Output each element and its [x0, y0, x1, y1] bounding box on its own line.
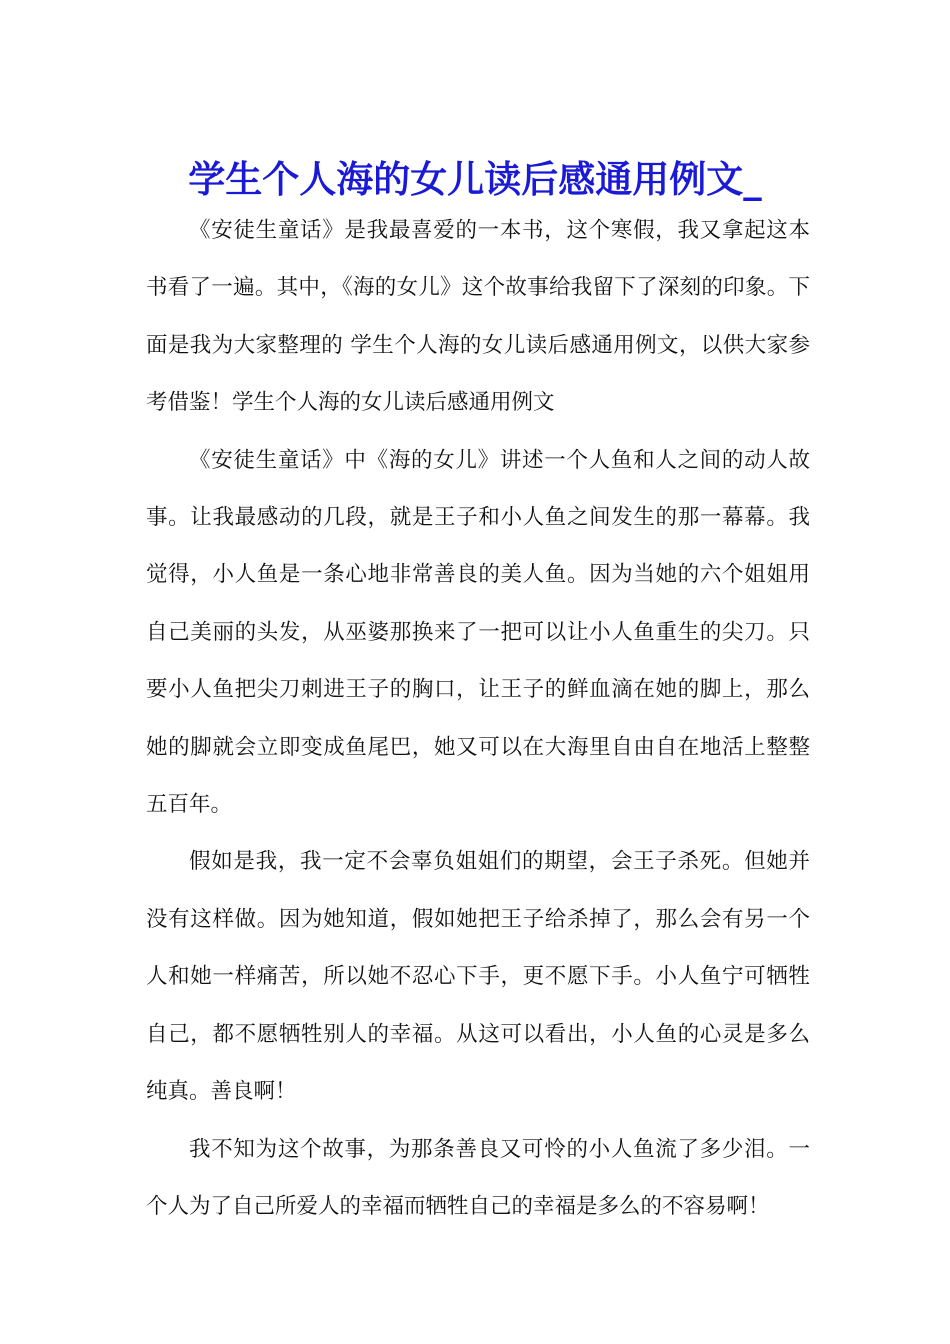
- paragraph-1: 《安徒生童话》是我最喜爱的一本书，这个寒假，我又拿起这本书看了一遍。其中，《海的女儿》这个故事给我留下了深刻的印象。下面是我为大家整理的 学生个人海的女儿读后感通用例文，以供大家参考借鉴！学生个人海的女儿读后感通用例文: [146, 218, 810, 416]
- page-title: 学生个人海的女儿读后感通用例文_: [188, 156, 762, 201]
- paragraph-4: 我不知为这个故事，为那条善良又可怜的小人鱼流了多少泪。一个人为了自己所爱人的幸福而牺牲自己的幸福是多么的不容易啊！: [146, 1136, 810, 1219]
- document-body: [146, 202, 810, 1235]
- paragraph-2: 《安徒生童话》中《海的女儿》讲述一个人鱼和人之间的动人故事。让我最感动的几段，就是王子和小人鱼之间发生的那一幕幕。我觉得，小人鱼是一条心地非常善良的美人鱼。因为当她的六个姐姐用自己美丽的头发，从巫婆那换来了一把可以让小人鱼重生的尖刀。只要小人鱼把尖刀刺进王子的胸口，让王子的鲜血滴在她的脚上，那么她的脚就会立即变成鱼尾巴，她又可以在大海里自由自在地活上整整五百年。: [146, 447, 810, 818]
- paragraph-3: 假如是我，我一定不会辜负姐姐们的期望，会王子杀死。但她并没有这样做。因为她知道，假如她把王子给杀掉了，那么会有另一个人和她一样痛苦，所以她不忍心下手，更不愿下手。小人鱼宁可牺牲自己，都不愿牺牲别人的幸福。从这可以看出，小人鱼的心灵是多么纯真。善良啊！: [146, 849, 810, 1105]
